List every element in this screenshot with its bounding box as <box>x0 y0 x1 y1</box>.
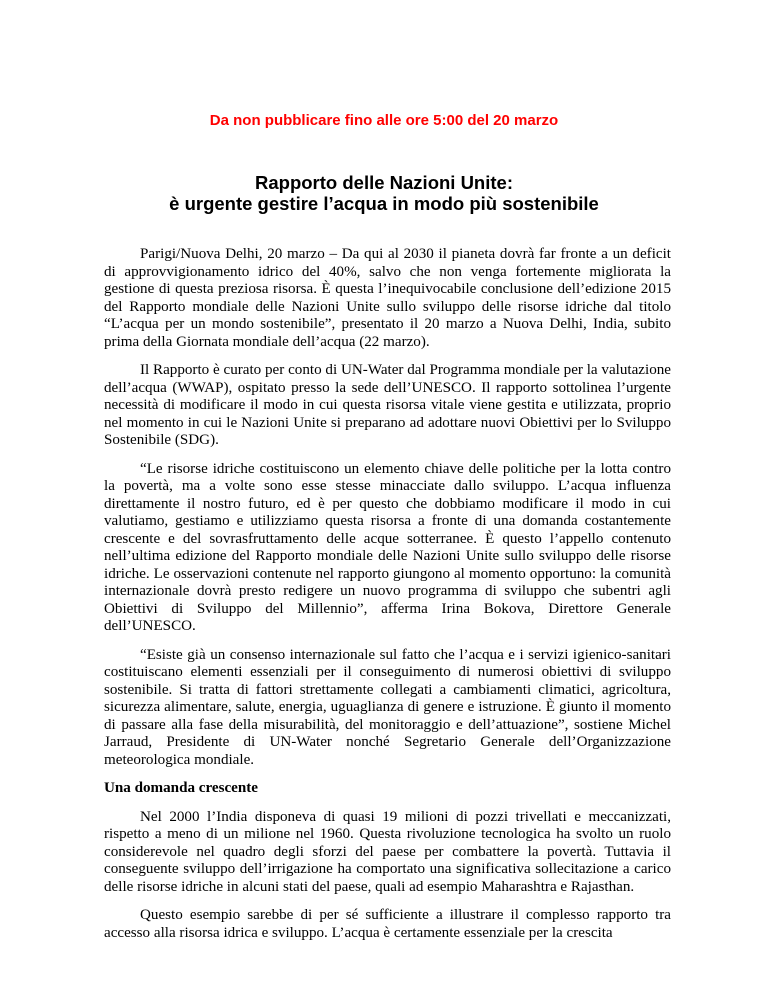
title-line-2: è urgente gestire l’acqua in modo più sostenibile <box>169 193 599 214</box>
paragraph-jarraud-quote: “Esiste già un consenso internazionale sul fatto che l’acqua e i servizi igienico-sanitari costituiscano elementi essenziali per il conseguimento di numerosi obiettivi di sviluppo sostenibile. Si tratta di fattori strettamente collegati a cambiamenti climatici, agricoltura, sicurezza alimentare, salute, energia, uguaglianza di genere e istruzione. È giunto il momento di passare alla fase della misurabilità, del monitoraggio e dell’attuazione”, sostiene Michel Jarraud, Presidente di UN-Water nonché Segretario Generale dell’Organizzazione meteorologica mondiale. <box>104 646 671 768</box>
section-heading: Una domanda crescente <box>104 780 259 796</box>
paragraph-india-wells: Nel 2000 l’India disponeva di quasi 19 milioni di pozzi trivellati e meccanizzati, rispetto a meno di un milione nel 1960. Questa rivoluzione tecnologica ha svolto un ruolo considerevole nel quadro degli sforzi del paese per combattere la povertà. Tuttavia il conseguente sviluppo dell’irrigazione ha comportato una significativa sollecitazione a carico delle risorse idriche in alcuni stati del paese, quali ad esempio Maharashtra e Rajasthan. <box>104 808 671 895</box>
document-body <box>104 246 671 953</box>
paragraph-report: Il Rapporto è curato per conto di UN-Water dal Programma mondiale per la valutazione dell’acqua (WWAP), ospitato presso la sede dell’UNESCO. Il rapporto sottolinea l’urgente necessità di modificare il modo in cui questa risorsa vitale viene gestita e utilizzata, proprio nel momento in cui le Nazioni Unite si preparano ad adottare nuovi Obiettivi per lo Sviluppo Sostenibile (SDG). <box>104 362 671 448</box>
page-title <box>0 172 768 214</box>
paragraph-intro: Parigi/Nuova Delhi, 20 marzo – Da qui al 2030 il pianeta dovrà far fronte a un deficit di approvvigionamento idrico del 40%, salvo che non venga fortemente migliorata la gestione di questa preziosa risorsa. È questa l’inequivocabile conclusione dell’edizione 2015 del Rapporto mondiale delle Nazioni Unite sullo sviluppo delle risorse idriche dal titolo “L’acqua per un mondo sostenibile”, presentato il 20 marzo a Nuova Delhi, India, subito prima della Giornata mondiale dell’acqua (22 marzo). <box>104 246 671 350</box>
title-line-1: Rapporto delle Nazioni Unite: <box>255 172 513 193</box>
paragraph-example: Questo esempio sarebbe di per sé sufficiente a illustrare il complesso rapporto tra accesso alla risorsa idrica e sviluppo. L’acqua è certamente essenziale per la crescita <box>104 907 671 941</box>
embargo-notice: Da non pubblicare fino alle ore 5:00 del 20 marzo <box>209 112 559 129</box>
paragraph-bokova-quote: “Le risorse idriche costituiscono un elemento chiave delle politiche per la lotta contro la povertà, ma a volte sono esse stesse minacciate dallo sviluppo. L’acqua influenza direttamente il nostro futuro, ed è per questo che dobbiamo modificare il modo in cui valutiamo, gestiamo e utilizziamo questa risorsa a fronte di una domanda costantemente crescente e del sovrasfruttamento delle acque sotterranee. È questo l’appello contenuto nell’ultima edizione del Rapporto mondiale delle Nazioni Unite sullo sviluppo delle risorse idriche. Le osservazioni contenute nel rapporto giungono al momento opportuno: la comunità internazionale dovrà presto redigere un nuovo programma di sviluppo che subentri agli Obiettivi di Sviluppo del Millennio”, afferma Irina Bokova, Direttore Generale dell’UNESCO. <box>104 460 671 634</box>
